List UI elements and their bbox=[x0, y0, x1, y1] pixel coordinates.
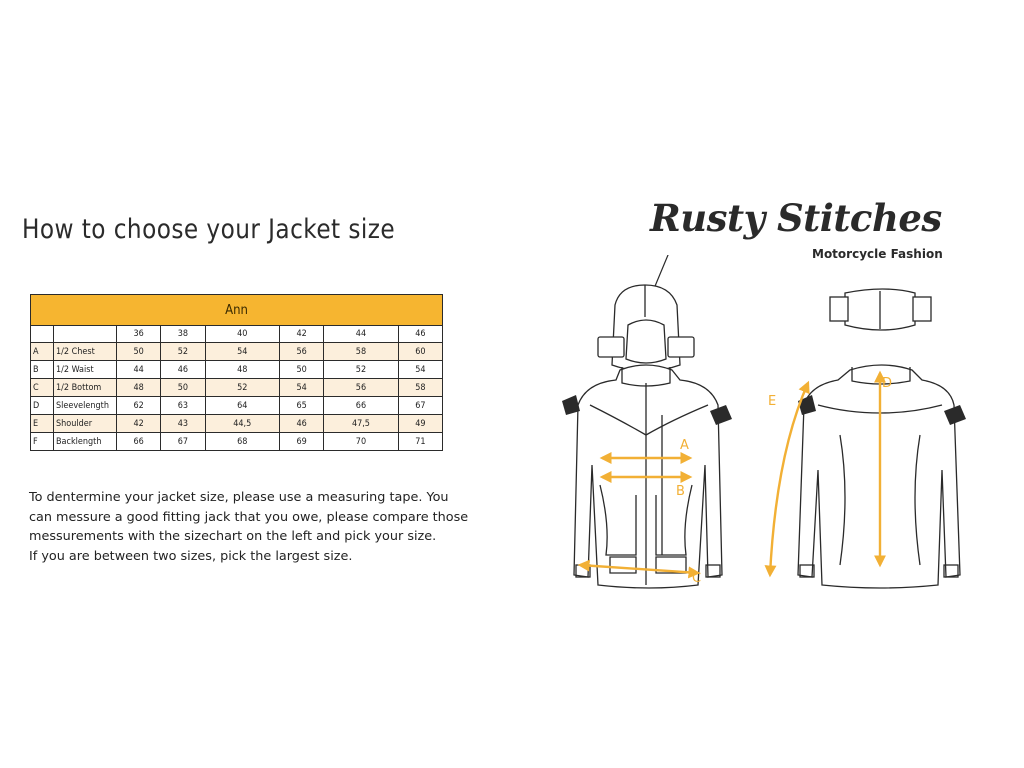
measurement-label-e: E bbox=[768, 394, 777, 409]
value-cell: 58 bbox=[398, 379, 442, 397]
row-label: 1/2 Chest bbox=[54, 343, 117, 361]
value-cell: 71 bbox=[398, 433, 442, 451]
value-cell: 66 bbox=[117, 433, 161, 451]
value-cell: 46 bbox=[161, 361, 205, 379]
value-cell: 52 bbox=[324, 361, 398, 379]
table-row bbox=[31, 379, 443, 397]
row-letter: A bbox=[31, 343, 54, 361]
row-label: Sleevelength bbox=[54, 397, 117, 415]
value-cell: 43 bbox=[161, 415, 205, 433]
table-row bbox=[31, 361, 443, 379]
measurement-label-b: B bbox=[676, 484, 685, 499]
value-cell: 56 bbox=[279, 343, 323, 361]
table-row bbox=[31, 343, 443, 361]
value-cell: 68 bbox=[205, 433, 279, 451]
value-cell: 49 bbox=[398, 415, 442, 433]
measurement-label-a: A bbox=[680, 438, 689, 453]
value-cell: 46 bbox=[279, 415, 323, 433]
value-cell: 62 bbox=[117, 397, 161, 415]
value-cell: 52 bbox=[161, 343, 205, 361]
value-cell: 70 bbox=[324, 433, 398, 451]
collar-drawing bbox=[830, 289, 931, 330]
value-cell: 44 bbox=[117, 361, 161, 379]
row-label: 1/2 Waist bbox=[54, 361, 117, 379]
size-row bbox=[31, 326, 443, 343]
value-cell: 66 bbox=[324, 397, 398, 415]
empty-cell bbox=[31, 326, 54, 343]
size-cell: 42 bbox=[279, 326, 323, 343]
table-row bbox=[31, 415, 443, 433]
table-row bbox=[31, 397, 443, 415]
size-cell: 40 bbox=[205, 326, 279, 343]
brand-name: Rusty Stitches bbox=[650, 196, 942, 240]
value-cell: 67 bbox=[398, 397, 442, 415]
value-cell: 52 bbox=[205, 379, 279, 397]
value-cell: 48 bbox=[205, 361, 279, 379]
size-cell: 36 bbox=[117, 326, 161, 343]
value-cell: 54 bbox=[205, 343, 279, 361]
instructions-line: can messure a good fitting jack that you owe, please compare those bbox=[29, 509, 469, 525]
jacket-measurement-diagram bbox=[540, 255, 1010, 595]
value-cell: 60 bbox=[398, 343, 442, 361]
empty-cell bbox=[54, 326, 117, 343]
brand-tagline: Motorcycle Fashion bbox=[812, 247, 943, 261]
value-cell: 58 bbox=[324, 343, 398, 361]
value-cell: 63 bbox=[161, 397, 205, 415]
value-cell: 50 bbox=[279, 361, 323, 379]
hood-drawing bbox=[598, 285, 694, 371]
table-row bbox=[31, 433, 443, 451]
instructions-line: To dentermine your jacket size, please use a measuring tape. You bbox=[29, 490, 449, 505]
size-chart-header bbox=[31, 295, 443, 326]
row-letter: B bbox=[31, 361, 54, 379]
value-cell: 69 bbox=[279, 433, 323, 451]
value-cell: 44,5 bbox=[205, 415, 279, 433]
instructions-line: If you are between two sizes, pick the largest size. bbox=[29, 548, 353, 564]
row-letter: E bbox=[31, 415, 54, 433]
row-letter: C bbox=[31, 379, 54, 397]
value-cell: 56 bbox=[324, 379, 398, 397]
page-title: How to choose your Jacket size bbox=[22, 214, 396, 245]
value-cell: 54 bbox=[398, 361, 442, 379]
measurement-label-d: D bbox=[882, 376, 893, 391]
value-cell: 42 bbox=[117, 415, 161, 433]
measurement-label-c: C bbox=[692, 571, 702, 586]
instructions-text bbox=[29, 488, 499, 566]
size-chart-table bbox=[30, 294, 443, 451]
value-cell: 50 bbox=[117, 343, 161, 361]
size-cell: 46 bbox=[398, 326, 442, 343]
row-label: Shoulder bbox=[54, 415, 117, 433]
row-letter: F bbox=[31, 433, 54, 451]
row-letter: D bbox=[31, 397, 54, 415]
value-cell: 67 bbox=[161, 433, 205, 451]
instructions-line: messurements with the sizechart on the left and pick your size. bbox=[29, 529, 437, 544]
value-cell: 50 bbox=[161, 379, 205, 397]
value-cell: 64 bbox=[205, 397, 279, 415]
size-cell: 44 bbox=[324, 326, 398, 343]
value-cell: 47,5 bbox=[324, 415, 398, 433]
row-label: 1/2 Bottom bbox=[54, 379, 117, 397]
row-label: Backlength bbox=[54, 433, 117, 451]
size-cell: 38 bbox=[161, 326, 205, 343]
value-cell: 54 bbox=[279, 379, 323, 397]
model-name: Ann bbox=[31, 295, 443, 326]
value-cell: 65 bbox=[279, 397, 323, 415]
value-cell: 48 bbox=[117, 379, 161, 397]
